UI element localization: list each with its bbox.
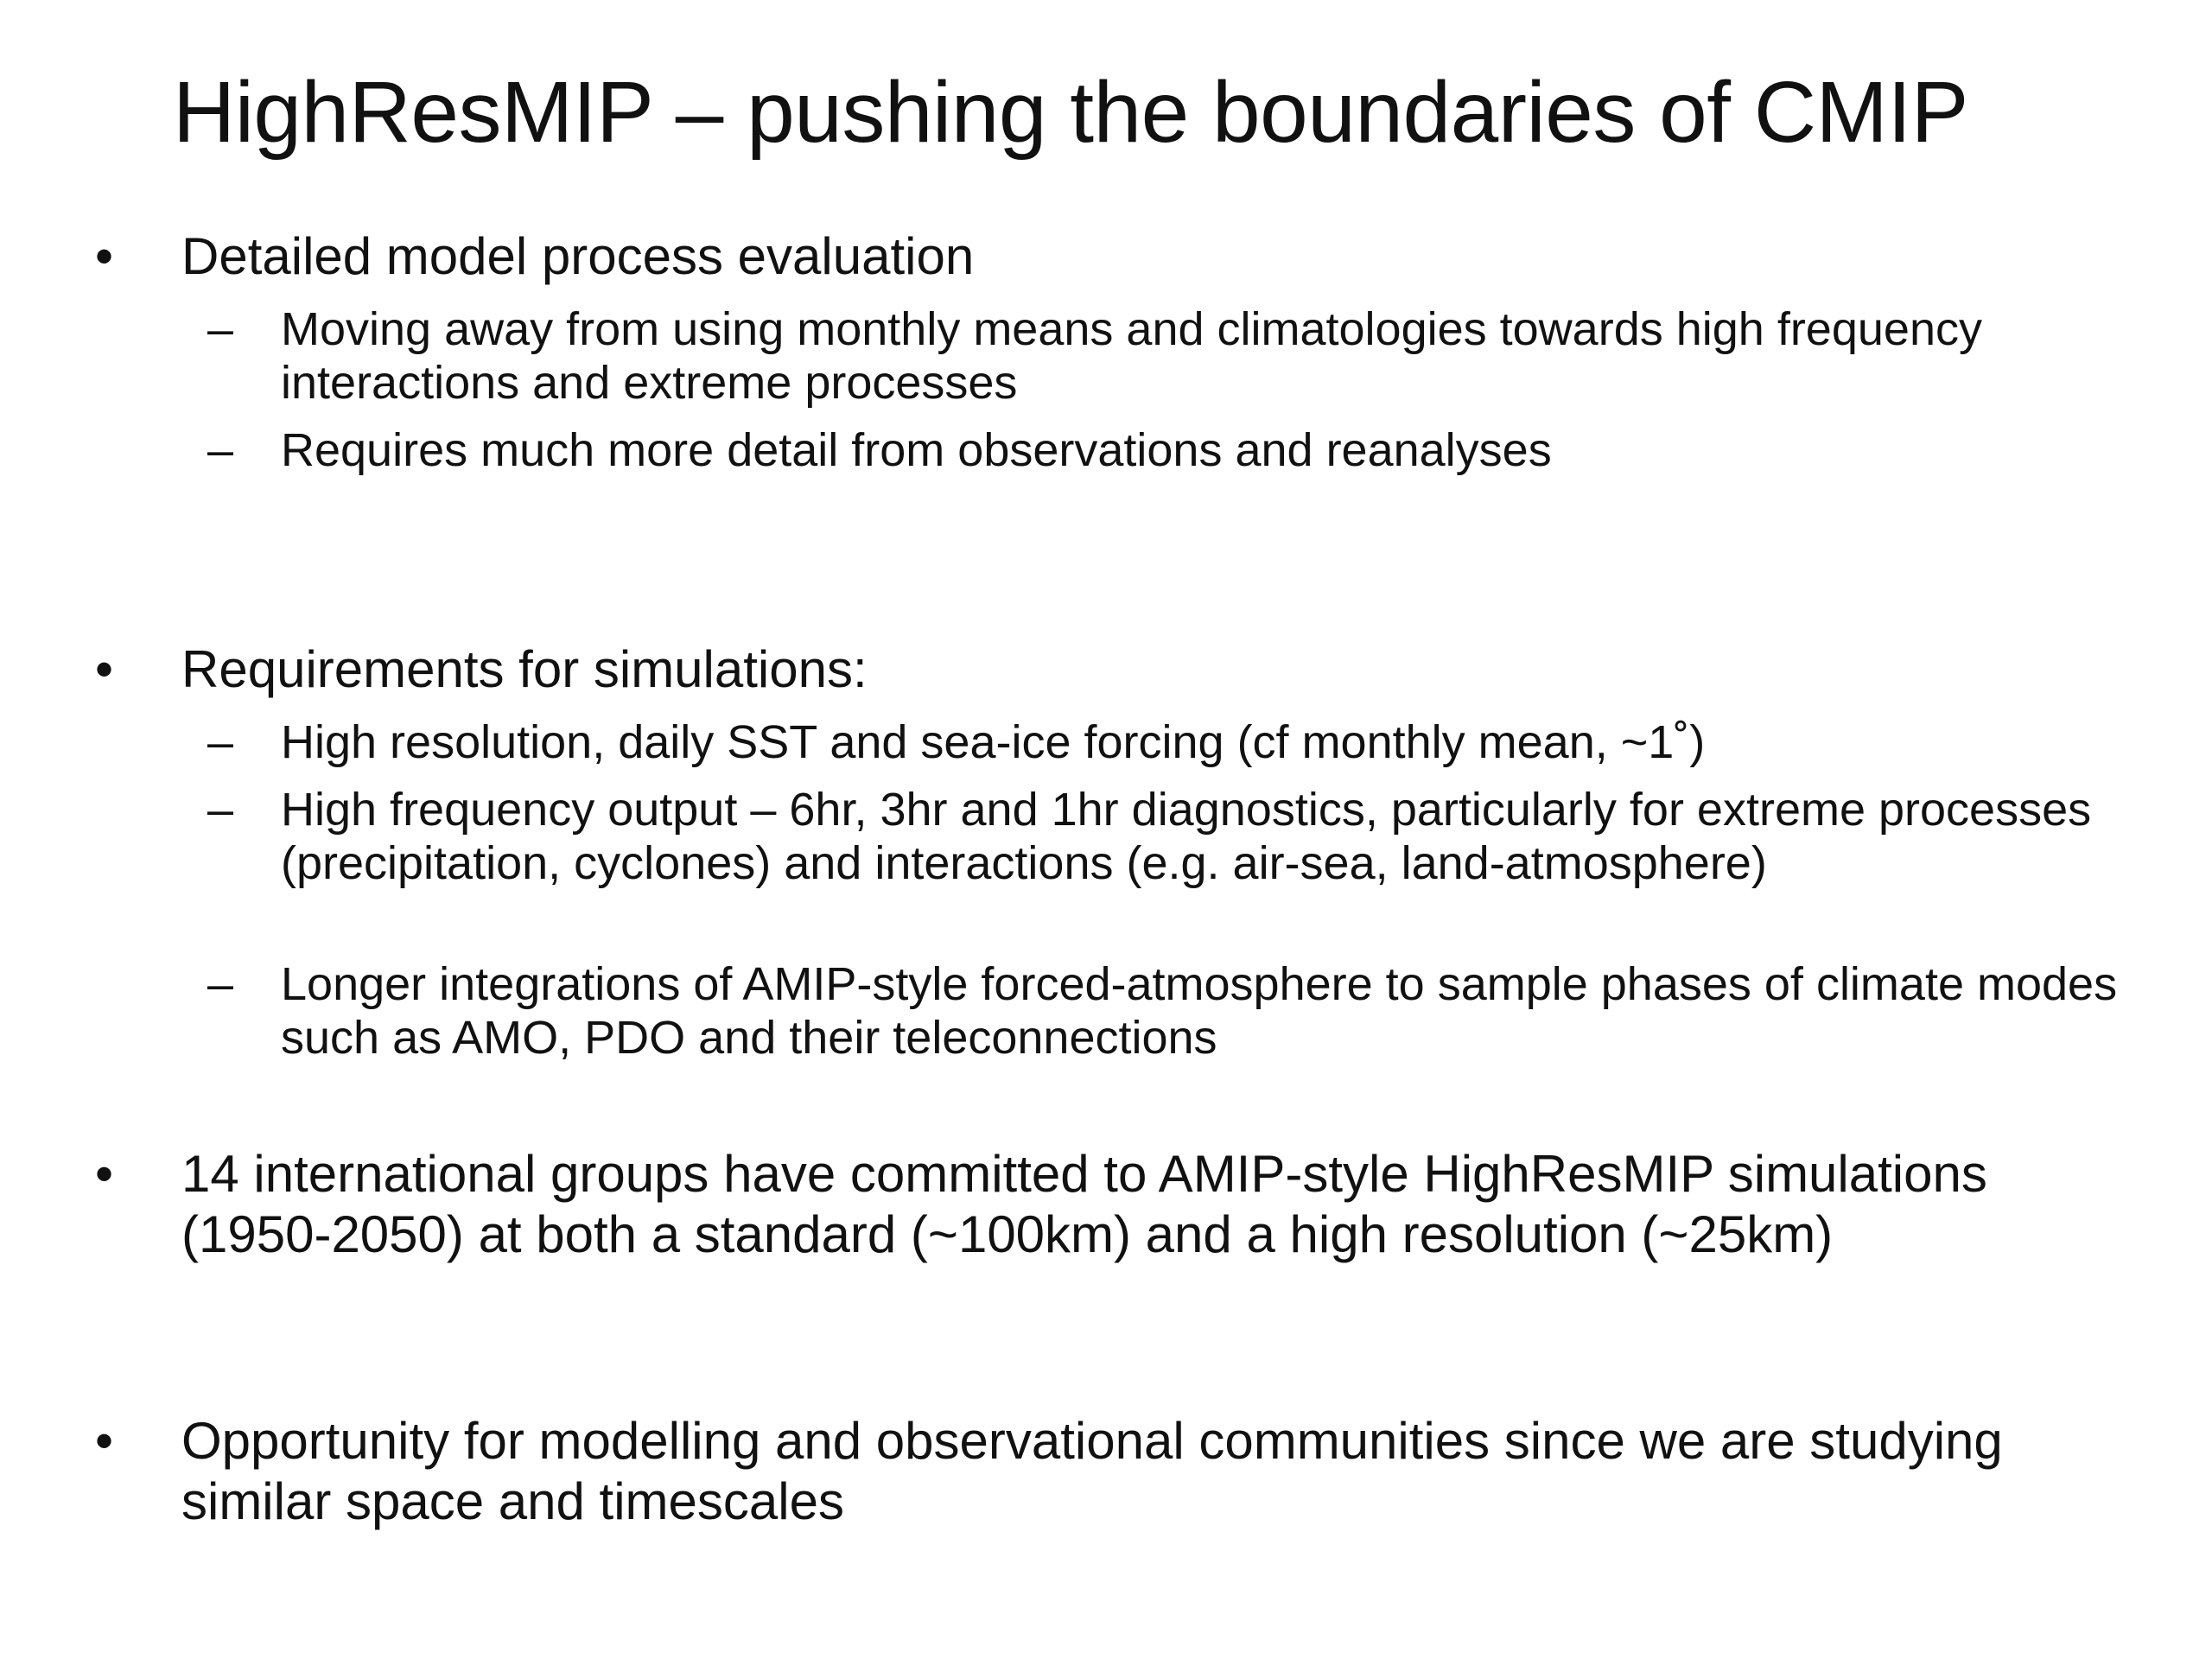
bullet-1-sub-1: Moving away from using monthly means and climatologies towards high frequency interactions and extreme processes <box>281 303 1982 409</box>
sub-dash: – <box>207 303 234 355</box>
bullet-dot: • <box>95 1145 114 1203</box>
bullet-dot: • <box>95 1412 114 1470</box>
bullet-1-sub-2: Requires much more detail from observations and reanalyses <box>281 424 1552 476</box>
bullet-1-text: Detailed model process evaluation <box>181 227 975 285</box>
bullet-4-text: Opportunity for modelling and observational communities since we are studying similar space and timescales <box>181 1412 2003 1530</box>
bullet-dot: • <box>95 227 114 285</box>
bullet-2-sub-3: Longer integrations of AMIP-style forced-atmosphere to sample phases of climate modes such as AMO, PDO and their teleconnections <box>281 958 2118 1064</box>
sub-dash: – <box>207 784 234 836</box>
bullet-dot: • <box>95 640 114 698</box>
sub-dash: – <box>207 424 234 476</box>
sub-dash: – <box>207 958 234 1010</box>
bullet-2-text: Requirements for simulations: <box>181 640 868 698</box>
bullet-2-sub-2: High frequency output – 6hr, 3hr and 1hr diagnostics, particularly for extreme processes (precipitation, cyclones) and interactions (e.g. air-sea, land-atmosphere) <box>281 784 2092 889</box>
bullet-3-text: 14 international groups have committed to AMIP-style HighResMIP simulations (1950-2050) at both a standard (~100km) and a high resolution (~25km) <box>181 1145 1987 1263</box>
slide-title: HighResMIP – pushing the boundaries of CMIP <box>173 64 1968 161</box>
sub-dash: – <box>207 716 234 768</box>
bullet-2-sub-1: High resolution, daily SST and sea-ice forcing (cf monthly mean, ~1˚) <box>281 716 1706 768</box>
